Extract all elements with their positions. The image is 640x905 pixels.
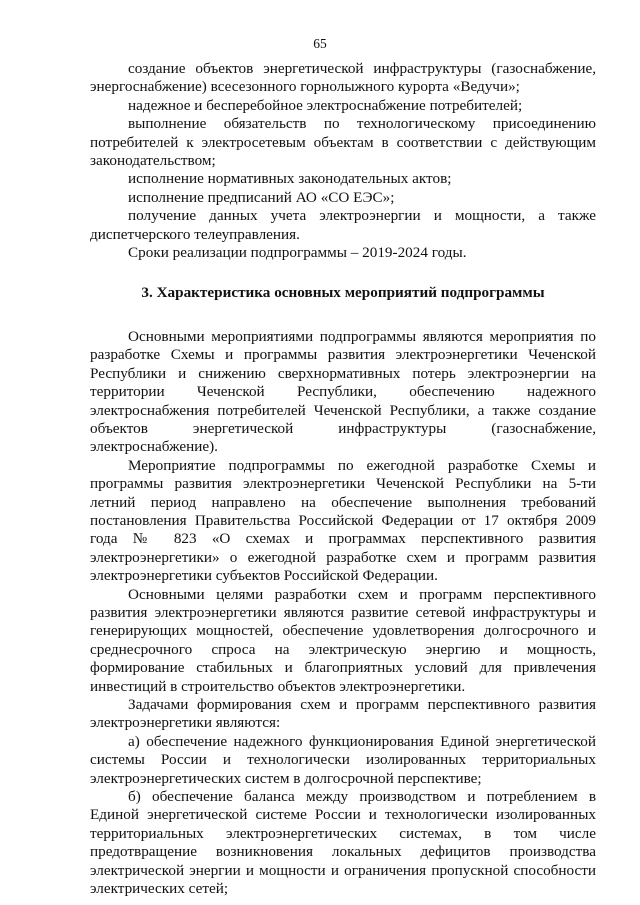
page-number: 65 [313,36,327,51]
list-item: создание объектов энергетической инфраструктуры (газоснабжение, энергоснабжение) всесезонного горнолыжного курорта «Ведучи»; [90,60,596,96]
paragraph: Задачами формирования схем и программ перспективного развития электроэнергетики являются: [90,696,596,732]
paragraph: Основными мероприятиями подпрограммы являются мероприятия по разработке Схемы и программы развития электроэнергетики Чеченской Республики и снижению сверхнормативных потерь электроэнергии на территории Чеченской Республики, обеспечению надежного электроснабжения потребителей Чеченской Республики, а также создание объектов энергетической инфраструктуры (газоснабжение, электроснабжение). [90,327,596,456]
paragraph: Мероприятие подпрограммы по ежегодной разработке Схемы и программы развития электроэнергетики Чеченской Республики на 5-ти летний период направлено на обеспечение выполнения требований постановления Правительства Российской Федерации от 17 октября 2009 года № 823 «О схемах и программах перспективного развития электроэнергетики» о ежегодной разработке схем и программ развития электроэнергетики субъектов Российской Федерации. [90,456,596,585]
list-item: исполнение нормативных законодательных актов; [128,170,452,188]
section-heading: 3. Характеристика основных мероприятий подпрограммы [141,284,545,302]
list-item: исполнение предписаний АО «СО ЕЭС»; [128,188,395,206]
list-item: получение данных учета электроэнергии и мощности, а также диспетчерского телеуправления. [90,207,596,243]
paragraph: а) обеспечение надежного функционирования Единой энергетической системы России и технологически изолированных территориальных электроэнергетических систем в долгосрочной перспективе; [90,732,596,787]
list-item: выполнение обязательств по технологическому присоединению потребителей к электросетевым объектам в соответствии с действующим законодательством; [90,115,596,170]
implementation-period: Сроки реализации подпрограммы – 2019-2024 годы. [128,244,467,262]
paragraph: б) обеспечение баланса между производством и потреблением в Единой энергетической системе России и технологически изолированных территориальных электроэнергетических системах, в том числе предотвращение возникновения локальных дефицитов производства электрической энергии и мощности и ограничения пропускной способности электрических сетей; [90,788,596,898]
document-body [90,60,596,898]
list-item: надежное и бесперебойное электроснабжение потребителей; [128,96,523,114]
paragraph: Основными целями разработки схем и программ перспективного развития электроэнергетики являются развитие сетевой инфраструктуры и генерирующих мощностей, обеспечение удовлетворения долгосрочного и среднесрочного спроса на электрическую энергию и мощность, формирование стабильных и благоприятных условий для привлечения инвестиций в строительство объектов электроэнергетики. [90,585,596,695]
